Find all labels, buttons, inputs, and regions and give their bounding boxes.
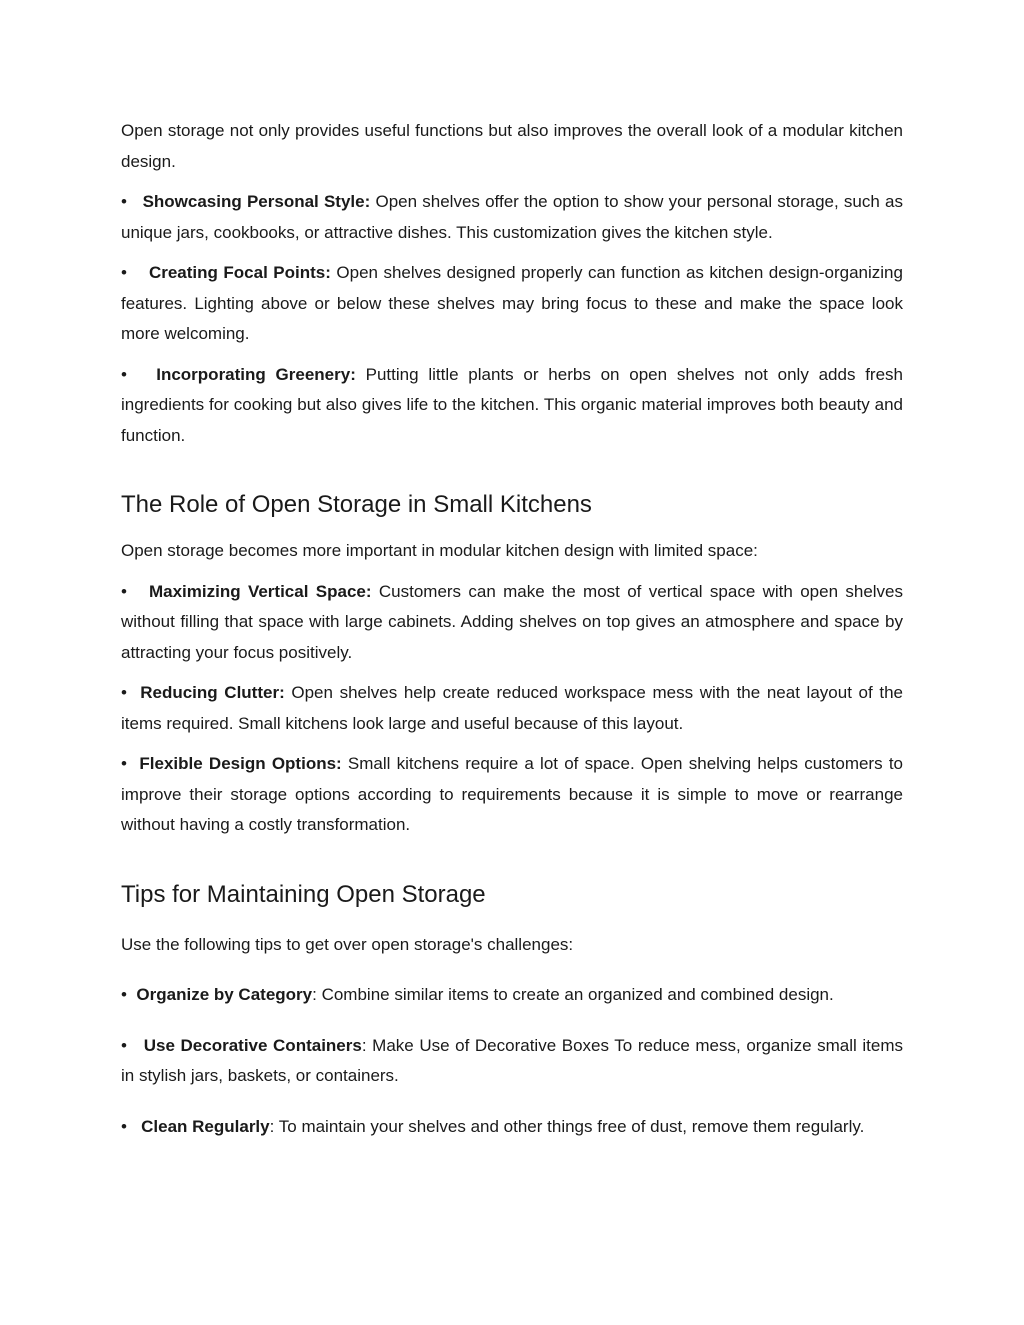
section-heading-small-kitchens: The Role of Open Storage in Small Kitchens	[121, 491, 592, 518]
bullet-glyph: •	[121, 985, 127, 1004]
bullet-glyph: •	[121, 364, 127, 384]
section-intro-small-kitchens: Open storage becomes more important in modular kitchen design with limited space:	[121, 541, 758, 560]
bullet-glyph: •	[121, 581, 127, 601]
list-item-label: Creating Focal Points:	[148, 263, 331, 282]
section-heading-maintaining-open-storage: Tips for Maintaining Open Storage	[121, 880, 486, 908]
list-item-label: Flexible Design Options:	[139, 754, 342, 773]
section-intro-maintaining-open-storage: Use the following tips to get over open storage's challenges:	[121, 934, 574, 954]
bullet-glyph: •	[121, 263, 127, 282]
bullet-glyph: •	[121, 1116, 127, 1136]
list-item-label: Incorporating Greenery:	[156, 364, 356, 384]
list-item-label: Organize by Category	[136, 985, 313, 1004]
list-item-label: Maximizing Vertical Space:	[148, 581, 372, 601]
list-item-text: : To maintain your shelves and other things free of dust, remove them regularly.	[269, 1116, 865, 1136]
list-item-text: Open shelves offer the option to show your personal storage, such as unique jars, cookbooks, or attractive dishes. This customization gives the kitchen style.	[121, 192, 904, 242]
list-item-label: Use Decorative Containers	[143, 1035, 362, 1055]
list-item-text: : Combine similar items to create an organized and combined design.	[312, 985, 834, 1004]
document-page	[121, 116, 903, 1152]
intro-paragraph: Open storage not only provides useful functions but also improves the overall look of a modular kitchen design.	[121, 121, 903, 171]
list-item-text: : Make Use of Decorative Boxes To reduce mess, organize small items in stylish jars, baskets, or containers.	[121, 1035, 904, 1085]
list-item-text: Open shelves designed properly can function as kitchen design-organizing features. Lighting above or below these shelves may bring focus to these and make the space look more welcoming.	[121, 263, 903, 343]
list-item-maximizing-vertical-space	[121, 577, 903, 669]
list-item-text: Open shelves help create reduced workspace mess with the neat layout of the items required. Small kitchens look large and useful because of this layout.	[121, 683, 903, 733]
bullet-glyph: •	[121, 683, 127, 702]
list-item-reducing-clutter	[121, 678, 903, 739]
bullet-glyph: •	[121, 754, 127, 773]
list-item-showcasing-personal-style	[121, 187, 903, 248]
list-item-incorporating-greenery	[121, 360, 903, 452]
list-item-creating-focal-points	[121, 258, 903, 350]
list-item-text: Putting little plants or herbs on open shelves not only adds fresh ingredients for cooking but also gives life to the kitchen. This organic material improves both beauty and function.	[121, 364, 903, 445]
list-item-flexible-design-options	[121, 749, 903, 841]
bullet-glyph: •	[121, 1035, 127, 1055]
list-item-text: Customers can make the most of vertical space with open shelves without filling that space with large cabinets. Adding shelves on top gives an atmosphere and space by attracting your focus positively.	[121, 581, 904, 662]
list-item-label: Reducing Clutter:	[140, 683, 285, 702]
list-item-label: Showcasing Personal Style:	[142, 192, 371, 211]
list-item-label: Clean Regularly	[141, 1116, 270, 1136]
list-item-clean-regularly	[121, 1112, 903, 1143]
list-item-organize-by-category	[121, 980, 903, 1011]
list-item-use-decorative-containers	[121, 1031, 903, 1092]
list-item-text: Small kitchens require a lot of space. Open shelving helps customers to improve their storage options according to requirements because it is simple to move or rearrange without having a costly transformation.	[121, 754, 903, 834]
bullet-glyph: •	[121, 192, 127, 211]
